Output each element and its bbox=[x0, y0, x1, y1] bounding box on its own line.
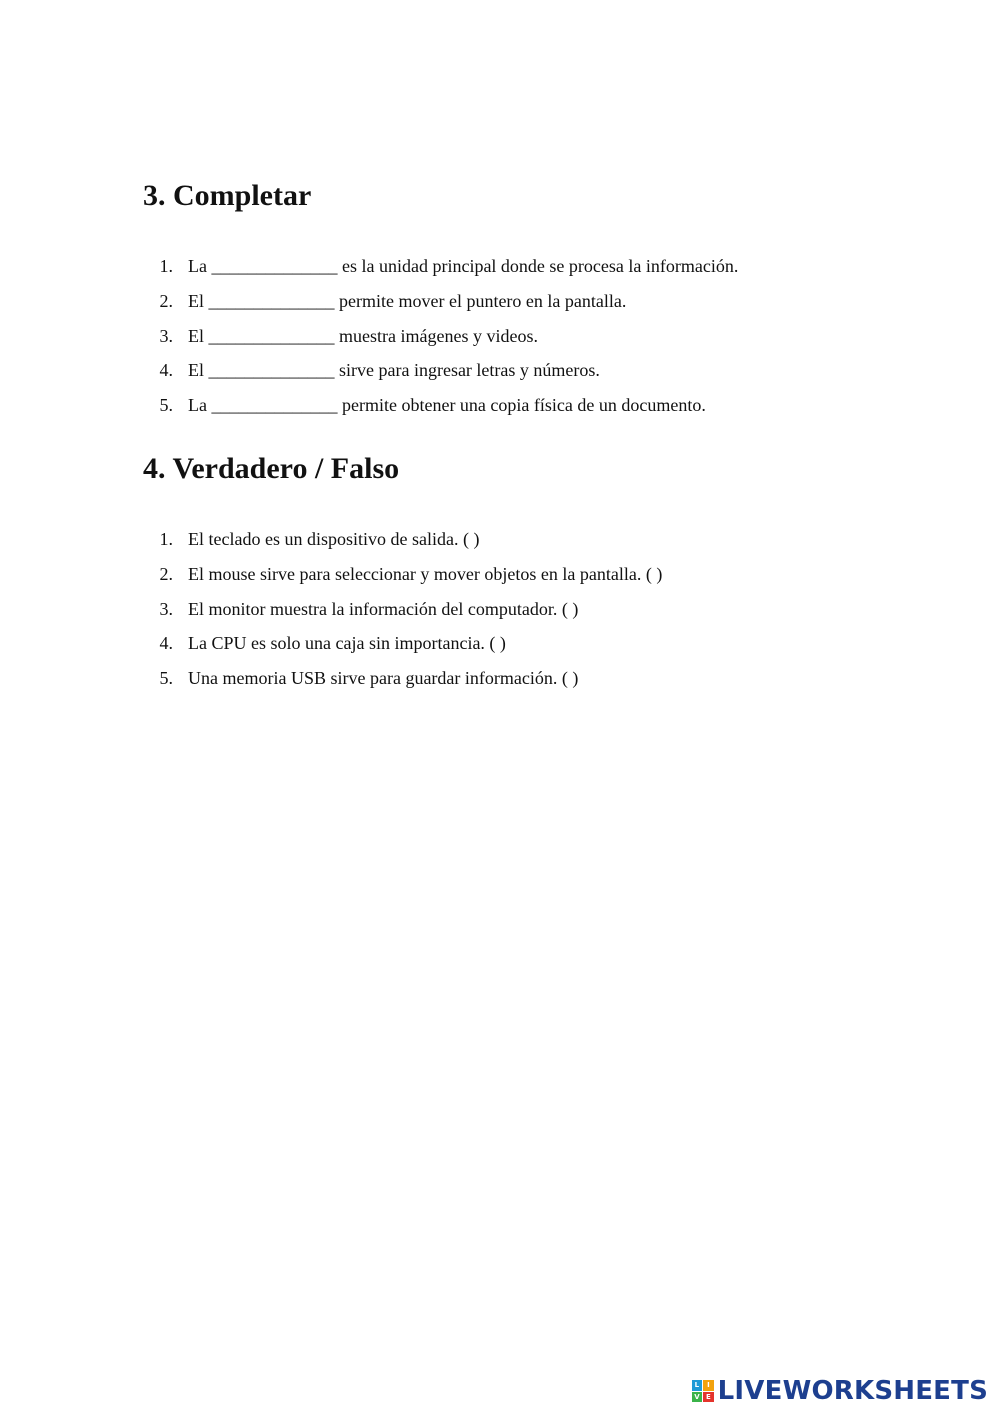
item-number: 3. bbox=[159, 598, 173, 619]
list-item bbox=[143, 661, 943, 696]
liveworksheets-watermark bbox=[692, 1376, 988, 1406]
item-number: 5. bbox=[159, 395, 173, 416]
list-item bbox=[143, 592, 943, 627]
fill-in-list bbox=[143, 249, 943, 423]
logo-letter: L bbox=[692, 1380, 703, 1391]
item-number: 3. bbox=[159, 325, 173, 346]
list-item bbox=[143, 353, 943, 388]
list-item bbox=[143, 319, 943, 354]
logo-letter: V bbox=[692, 1392, 703, 1403]
section-title: 4. Verdadero / Falso bbox=[143, 452, 400, 485]
item-text: Una memoria USB sirve para guardar información. ( ) bbox=[188, 668, 579, 689]
item-text: El monitor muestra la información del computador. ( ) bbox=[188, 598, 579, 619]
watermark-text: LIVEWORKSHEETS bbox=[717, 1376, 988, 1406]
section-verdadero-falso bbox=[143, 449, 943, 696]
section-completar bbox=[143, 176, 943, 423]
list-item bbox=[143, 557, 943, 592]
list-item bbox=[143, 388, 943, 423]
item-number: 1. bbox=[159, 256, 173, 276]
liveworksheets-logo-icon bbox=[692, 1380, 714, 1402]
item-text: El ______________ muestra imágenes y videos. bbox=[188, 325, 538, 346]
item-text: El teclado es un dispositivo de salida. ( ) bbox=[188, 529, 480, 549]
item-text: La ______________ permite obtener una copia física de un documento. bbox=[188, 395, 706, 416]
list-item bbox=[143, 626, 943, 661]
list-item bbox=[143, 284, 943, 319]
item-number: 4. bbox=[159, 360, 173, 381]
list-item bbox=[143, 522, 943, 557]
item-text: El mouse sirve para seleccionar y mover objetos en la pantalla. ( ) bbox=[188, 563, 663, 584]
item-text: El ______________ permite mover el puntero en la pantalla. bbox=[188, 290, 627, 311]
section-title: 3. Completar bbox=[143, 179, 312, 212]
item-text: La ______________ es la unidad principal donde se procesa la información. bbox=[188, 256, 739, 276]
item-number: 4. bbox=[159, 633, 173, 654]
item-number: 2. bbox=[159, 290, 173, 311]
true-false-list bbox=[143, 522, 943, 696]
item-text: La CPU es solo una caja sin importancia. ( ) bbox=[188, 633, 506, 654]
list-item bbox=[143, 249, 943, 284]
item-text: El ______________ sirve para ingresar letras y números. bbox=[188, 360, 600, 381]
item-number: 2. bbox=[159, 563, 173, 584]
item-number: 1. bbox=[159, 529, 173, 549]
logo-letter: E bbox=[703, 1392, 714, 1403]
logo-letter: I bbox=[703, 1380, 714, 1391]
item-number: 5. bbox=[159, 668, 173, 689]
